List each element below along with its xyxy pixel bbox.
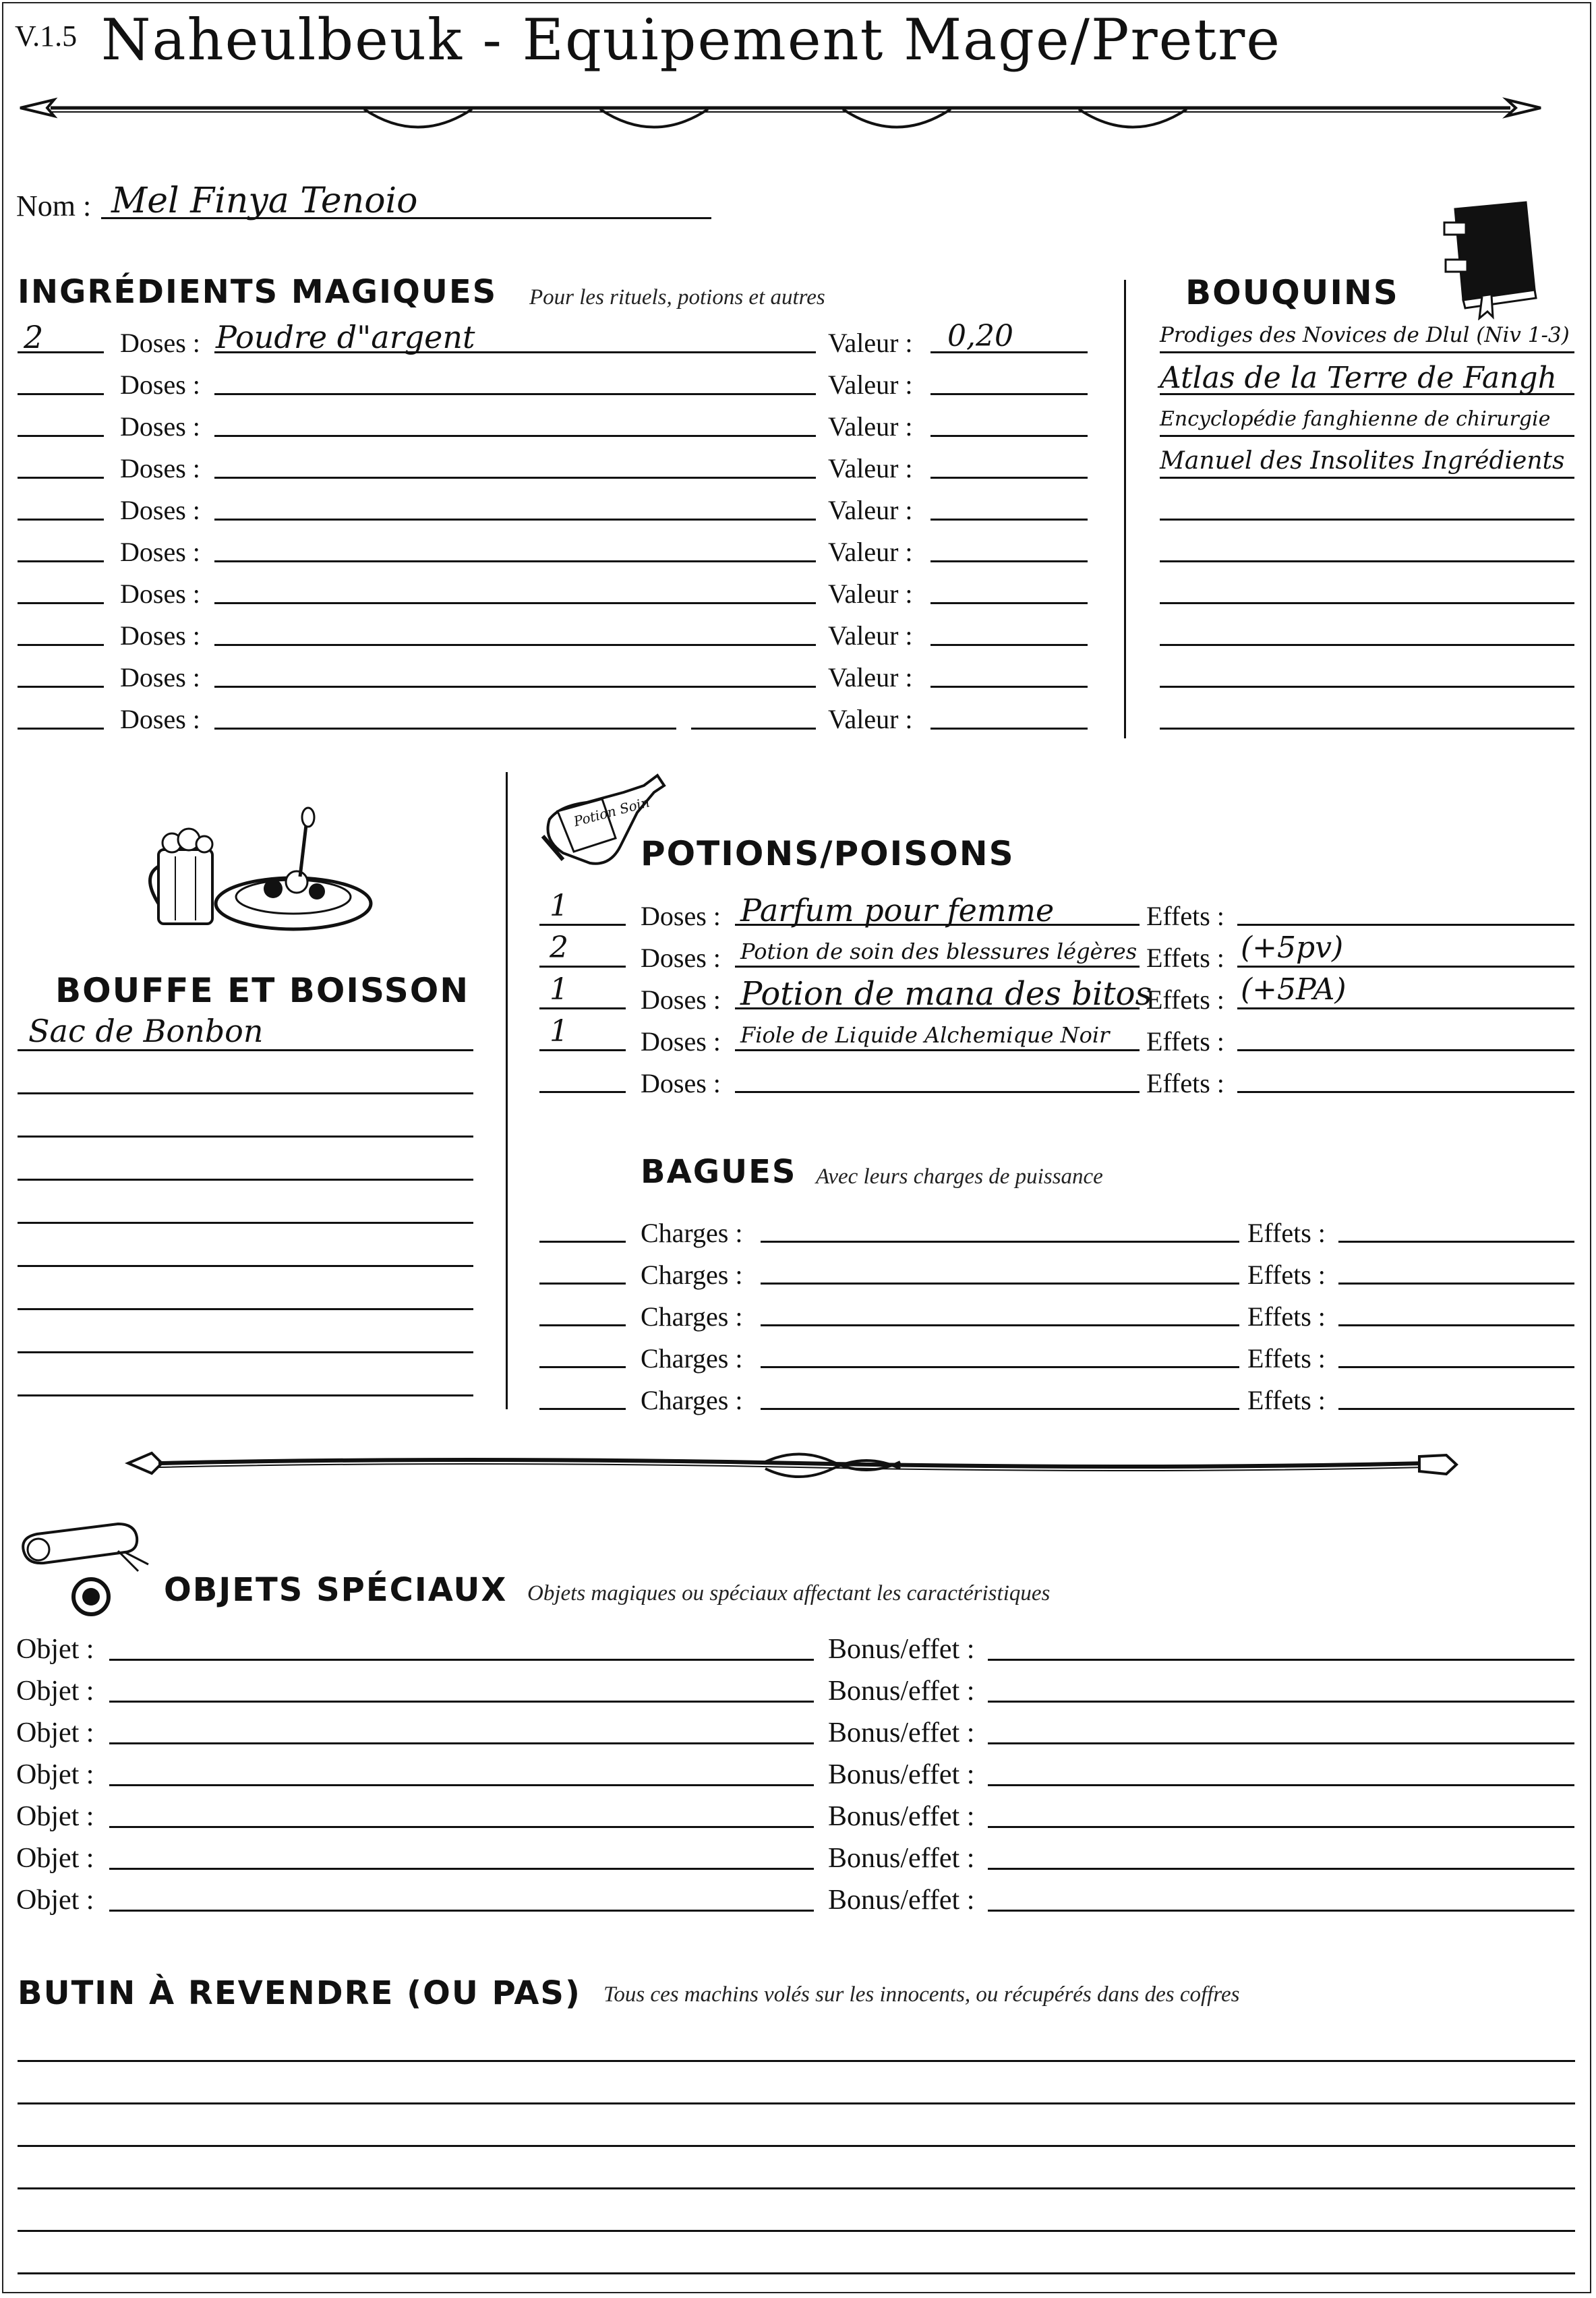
object-label: Objet : bbox=[16, 1717, 94, 1748]
potion-doses-label: Doses : bbox=[641, 943, 721, 973]
ingredient-doses-label: Doses : bbox=[120, 453, 200, 483]
object-label: Objet : bbox=[16, 1759, 94, 1790]
books-heading: BOUQUINS bbox=[1185, 273, 1399, 312]
writing-line bbox=[18, 1394, 473, 1396]
bonus-label: Bonus/effet : bbox=[828, 1843, 975, 1874]
ring-charges-label: Charges : bbox=[641, 1218, 743, 1248]
writing-line bbox=[1160, 644, 1574, 646]
rings-subtitle: Avec leurs charges de puissance bbox=[816, 1165, 1103, 1189]
writing-line bbox=[735, 1007, 1140, 1009]
writing-line bbox=[539, 1366, 626, 1368]
writing-line bbox=[18, 393, 104, 395]
ring-charges-label: Charges : bbox=[641, 1343, 743, 1374]
writing-line bbox=[1160, 560, 1574, 562]
potion-doses-label: Doses : bbox=[641, 901, 721, 931]
ingredient-doses-label: Doses : bbox=[120, 411, 200, 442]
writing-line bbox=[18, 1351, 473, 1353]
writing-line bbox=[930, 351, 1088, 353]
writing-line bbox=[761, 1283, 1239, 1285]
name-label: Nom : bbox=[16, 189, 92, 223]
writing-line bbox=[539, 1241, 626, 1243]
potion-doses-label: Doses : bbox=[641, 1068, 721, 1098]
potion-doses-label: Doses : bbox=[641, 1026, 721, 1057]
ring-charges-label: Charges : bbox=[641, 1260, 743, 1290]
ring-effects-label: Effets : bbox=[1247, 1260, 1326, 1290]
writing-line bbox=[214, 728, 676, 730]
writing-line bbox=[18, 2272, 1575, 2274]
ingredients-heading: INGRÉDIENTS MAGIQUES bbox=[18, 273, 498, 311]
writing-line bbox=[1237, 1049, 1574, 1051]
writing-line bbox=[18, 2230, 1575, 2232]
ingredient-doses-label: Doses : bbox=[120, 704, 200, 734]
writing-line bbox=[1160, 686, 1574, 688]
bonus-label: Bonus/effet : bbox=[828, 1717, 975, 1748]
book-title-field[interactable]: Encyclopédie fanghienne de chirurgie bbox=[1160, 407, 1551, 431]
writing-line bbox=[539, 1091, 626, 1093]
writing-line bbox=[930, 519, 1088, 521]
potion-doses-label: Doses : bbox=[641, 984, 721, 1015]
writing-line bbox=[18, 519, 104, 521]
writing-line bbox=[214, 393, 816, 395]
ingredient-qty-field[interactable]: 2 bbox=[24, 319, 44, 355]
writing-line bbox=[1160, 602, 1574, 604]
writing-line bbox=[109, 1701, 814, 1703]
ingredient-value-label: Valeur : bbox=[828, 495, 913, 525]
ingredient-doses-label: Doses : bbox=[120, 579, 200, 609]
writing-line bbox=[988, 1701, 1574, 1703]
potion-effect-field[interactable]: (+5PA) bbox=[1241, 972, 1347, 1007]
writing-line bbox=[761, 1408, 1239, 1410]
writing-line bbox=[18, 351, 104, 353]
writing-line bbox=[539, 1324, 626, 1326]
writing-line bbox=[761, 1324, 1239, 1326]
ingredients-subtitle: Pour les rituels, potions et autres bbox=[529, 285, 825, 310]
book-title-field[interactable]: Manuel des Insolites Ingrédients bbox=[1160, 446, 1565, 475]
writing-line bbox=[735, 924, 1140, 926]
book-title-field[interactable]: Prodiges des Novices de Dlul (Niv 1-3) bbox=[1160, 323, 1570, 348]
loot-subtitle: Tous ces machins volés sur les innocents, ou récupérés dans des coffres bbox=[603, 1982, 1240, 2007]
ingredient-doses-label: Doses : bbox=[120, 662, 200, 693]
potions-heading: POTIONS/POISONS bbox=[641, 834, 1015, 873]
writing-line bbox=[988, 1784, 1574, 1786]
writing-line bbox=[18, 686, 104, 688]
writing-line bbox=[109, 1742, 814, 1744]
writing-line bbox=[1160, 728, 1574, 730]
bonus-label: Bonus/effet : bbox=[828, 1759, 975, 1790]
bonus-label: Bonus/effet : bbox=[828, 1885, 975, 1916]
potion-effects-label: Effets : bbox=[1146, 984, 1224, 1015]
ingredient-value-field[interactable]: 0,20 bbox=[947, 319, 1013, 353]
book-icon bbox=[1435, 196, 1543, 320]
bonus-label: Bonus/effet : bbox=[828, 1801, 975, 1832]
beer-mug-food-icon bbox=[138, 802, 374, 937]
ingredient-value-label: Valeur : bbox=[828, 620, 913, 651]
writing-line bbox=[691, 728, 816, 730]
ingredient-doses-label: Doses : bbox=[120, 495, 200, 525]
potion-qty-field[interactable]: 2 bbox=[550, 931, 568, 965]
writing-line bbox=[930, 560, 1088, 562]
writing-line bbox=[1237, 924, 1574, 926]
writing-line bbox=[214, 519, 816, 521]
writing-line bbox=[539, 1049, 626, 1051]
ring-effects-label: Effets : bbox=[1247, 1343, 1326, 1374]
writing-line bbox=[18, 477, 104, 479]
writing-line bbox=[1338, 1283, 1574, 1285]
writing-line bbox=[214, 477, 816, 479]
writing-line bbox=[18, 2102, 1575, 2104]
bottle-label: Potion Soin bbox=[572, 794, 651, 830]
spear-divider-icon bbox=[13, 88, 1544, 142]
writing-line bbox=[214, 602, 816, 604]
writing-line bbox=[18, 1308, 473, 1310]
writing-line bbox=[18, 1136, 473, 1138]
writing-line bbox=[18, 560, 104, 562]
ingredient-value-label: Valeur : bbox=[828, 662, 913, 693]
writing-line bbox=[18, 435, 104, 437]
potion-effects-label: Effets : bbox=[1146, 1068, 1224, 1098]
potion-effect-field[interactable]: (+5pv) bbox=[1241, 931, 1344, 965]
writing-line bbox=[735, 1049, 1140, 1051]
scroll-ring-icon bbox=[17, 1510, 152, 1622]
writing-line bbox=[18, 1222, 473, 1224]
loot-heading: BUTIN À REVENDRE (OU PAS) bbox=[18, 1974, 581, 2012]
writing-line bbox=[761, 1241, 1239, 1243]
object-label: Objet : bbox=[16, 1801, 94, 1832]
food-item-field[interactable]: Sac de Bonbon bbox=[28, 1013, 264, 1049]
staff-divider-icon bbox=[125, 1443, 1460, 1497]
ingredient-value-label: Valeur : bbox=[828, 704, 913, 734]
writing-line bbox=[1338, 1241, 1574, 1243]
writing-line bbox=[539, 924, 626, 926]
writing-line bbox=[1160, 519, 1574, 521]
writing-line bbox=[18, 2060, 1575, 2062]
page-title: Naheulbeuk - Equipement Mage/Pretre bbox=[101, 7, 1281, 73]
writing-line bbox=[109, 1659, 814, 1661]
writing-line bbox=[109, 1826, 814, 1828]
writing-line bbox=[930, 393, 1088, 395]
writing-line bbox=[1237, 966, 1574, 968]
object-label: Objet : bbox=[16, 1634, 94, 1665]
ingredient-doses-label: Doses : bbox=[120, 537, 200, 567]
writing-line bbox=[1237, 1007, 1574, 1009]
writing-line bbox=[735, 1091, 1140, 1093]
bonus-label: Bonus/effet : bbox=[828, 1634, 975, 1665]
special-heading: OBJETS SPÉCIAUX bbox=[164, 1571, 508, 1609]
writing-line bbox=[214, 560, 816, 562]
writing-line bbox=[930, 435, 1088, 437]
writing-line bbox=[988, 1742, 1574, 1744]
writing-line bbox=[109, 1910, 814, 1912]
writing-line bbox=[109, 1868, 814, 1870]
writing-line bbox=[1237, 1091, 1574, 1093]
writing-line bbox=[214, 435, 816, 437]
writing-line bbox=[18, 2187, 1575, 2189]
writing-line bbox=[930, 644, 1088, 646]
writing-line bbox=[539, 1408, 626, 1410]
writing-line bbox=[761, 1366, 1239, 1368]
potion-name-field[interactable]: Parfum pour femme bbox=[740, 891, 1055, 929]
writing-line bbox=[214, 686, 816, 688]
ring-effects-label: Effets : bbox=[1247, 1301, 1326, 1332]
potion-effects-label: Effets : bbox=[1146, 901, 1224, 931]
writing-line bbox=[1160, 351, 1574, 353]
writing-line bbox=[18, 644, 104, 646]
writing-line bbox=[735, 966, 1140, 968]
potion-effects-label: Effets : bbox=[1146, 1026, 1224, 1057]
ring-effects-label: Effets : bbox=[1247, 1385, 1326, 1415]
potion-qty-field[interactable]: 1 bbox=[550, 1014, 568, 1049]
object-label: Objet : bbox=[16, 1885, 94, 1916]
ingredient-doses-label: Doses : bbox=[120, 620, 200, 651]
ingredient-value-label: Valeur : bbox=[828, 370, 913, 400]
writing-line bbox=[930, 686, 1088, 688]
potion-qty-field[interactable]: 1 bbox=[550, 972, 568, 1007]
bonus-label: Bonus/effet : bbox=[828, 1676, 975, 1707]
writing-line bbox=[1160, 393, 1574, 395]
writing-line bbox=[930, 477, 1088, 479]
ingredient-value-label: Valeur : bbox=[828, 579, 913, 609]
ring-charges-label: Charges : bbox=[641, 1385, 743, 1415]
version-label: V.1.5 bbox=[15, 20, 78, 53]
writing-line bbox=[1338, 1366, 1574, 1368]
special-subtitle: Objets magiques ou spéciaux affectant les caractéristiques bbox=[527, 1581, 1051, 1605]
writing-line bbox=[109, 1784, 814, 1786]
writing-line bbox=[18, 2145, 1575, 2147]
potion-effects-label: Effets : bbox=[1146, 943, 1224, 973]
writing-line bbox=[539, 1007, 626, 1009]
ring-charges-label: Charges : bbox=[641, 1301, 743, 1332]
writing-line bbox=[988, 1826, 1574, 1828]
writing-line bbox=[1160, 435, 1574, 437]
writing-line bbox=[1338, 1324, 1574, 1326]
writing-line bbox=[988, 1868, 1574, 1870]
ingredient-doses-label: Doses : bbox=[120, 328, 200, 358]
ring-effects-label: Effets : bbox=[1247, 1218, 1326, 1248]
ingredient-value-label: Valeur : bbox=[828, 453, 913, 483]
writing-line bbox=[18, 602, 104, 604]
ingredient-value-label: Valeur : bbox=[828, 537, 913, 567]
writing-line bbox=[988, 1910, 1574, 1912]
writing-line bbox=[1338, 1408, 1574, 1410]
potion-qty-field[interactable]: 1 bbox=[550, 889, 568, 923]
ingredient-name-field[interactable]: Poudre d"argent bbox=[216, 319, 475, 355]
writing-line bbox=[214, 351, 816, 353]
object-label: Objet : bbox=[16, 1676, 94, 1707]
writing-line bbox=[930, 602, 1088, 604]
potion-name-field[interactable]: Fiole de Liquide Alchemique Noir bbox=[740, 1022, 1110, 1049]
potion-name-field[interactable]: Potion de soin des blessures légères bbox=[740, 939, 1137, 965]
ingredient-value-label: Valeur : bbox=[828, 411, 913, 442]
food-heading: BOUFFE ET BOISSON bbox=[55, 971, 470, 1010]
writing-line bbox=[930, 728, 1088, 730]
potion-name-field[interactable]: Potion de mana des bitos bbox=[740, 974, 1152, 1013]
rings-heading: BAGUES bbox=[641, 1153, 797, 1191]
ingredient-doses-label: Doses : bbox=[120, 370, 200, 400]
writing-line bbox=[18, 1049, 473, 1051]
writing-line bbox=[539, 1283, 626, 1285]
writing-line bbox=[214, 644, 816, 646]
ingredient-value-label: Valeur : bbox=[828, 328, 913, 358]
writing-line bbox=[18, 1179, 473, 1181]
writing-line bbox=[18, 1265, 473, 1267]
writing-line bbox=[18, 728, 104, 730]
name-field[interactable]: Mel Finya Tenoio bbox=[111, 181, 418, 221]
writing-line bbox=[18, 1092, 473, 1094]
object-label: Objet : bbox=[16, 1843, 94, 1874]
writing-line bbox=[539, 966, 626, 968]
writing-line bbox=[988, 1659, 1574, 1661]
book-title-field[interactable]: Atlas de la Terre de Fangh bbox=[1160, 361, 1557, 396]
writing-line bbox=[1160, 477, 1574, 479]
